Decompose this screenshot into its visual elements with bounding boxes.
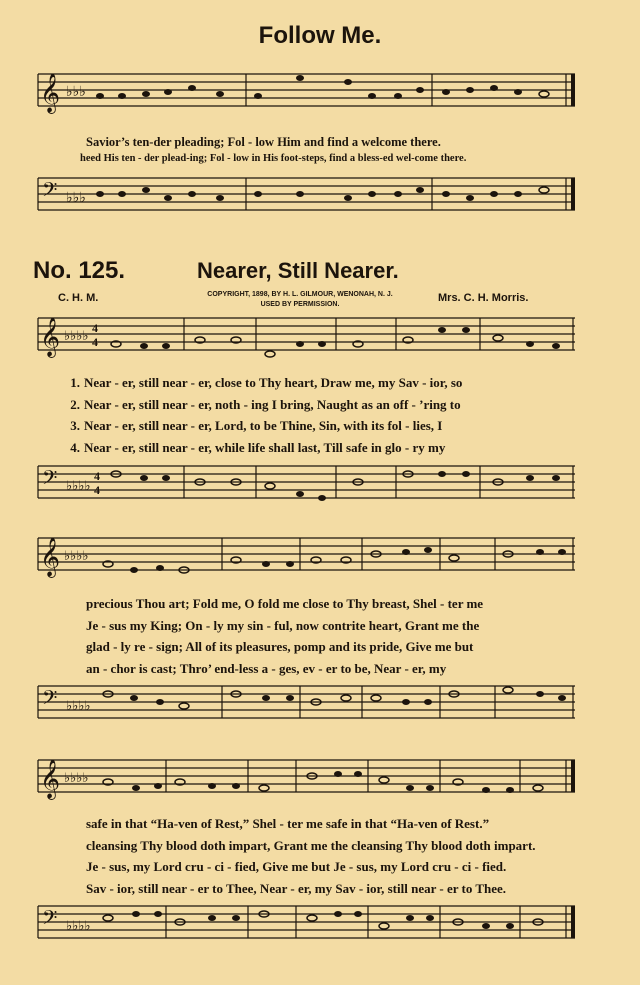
system-2-treble-staff (0, 530, 640, 590)
svg-text:♭♭♭♭: ♭♭♭♭ (66, 698, 91, 713)
svg-text:♭♭♭♭: ♭♭♭♭ (64, 548, 89, 563)
verse-number: 1. (70, 375, 80, 390)
svg-text:4: 4 (94, 469, 100, 483)
svg-text:♭♭♭♭: ♭♭♭♭ (64, 328, 89, 343)
follow-me-lyric-line-2: heed His ten - der plead-ing; Fol - low in His foot-steps, find a bless-ed wel-come there. (80, 153, 467, 164)
svg-text:𝄞: 𝄞 (40, 761, 61, 798)
verse-4-line (40, 437, 620, 459)
system-2-verse-3: glad - ly re - sign; All of its pleasures, pomp and its pride, Give me but (86, 639, 474, 654)
verse-3-line (40, 415, 620, 437)
system-2-verse-4: an - chor is cast; Thro’ end-less a - ges, ev - er to be, Near - er, my (86, 660, 447, 676)
system-3-verse-4: Sav - ior, still near - er to Thee, Near - er, my Sav - ior, still near - er to Thee. (86, 880, 507, 896)
system-2-bass-staff (0, 678, 640, 748)
svg-text:𝄞: 𝄞 (40, 319, 61, 356)
verse-number: 4. (70, 439, 80, 455)
system-3-verse-2: cleansing Thy blood doth impart, Grant me the cleansing Thy blood doth impart. (86, 837, 536, 853)
verse-2-line (40, 394, 620, 416)
composer-credit: C. H. M. (58, 292, 99, 304)
svg-text:♭♭♭: ♭♭♭ (66, 85, 86, 100)
svg-text:4: 4 (92, 321, 98, 335)
svg-text:𝄞: 𝄞 (40, 73, 61, 113)
verse-1-line (40, 372, 620, 394)
svg-text:𝄢: 𝄢 (42, 908, 58, 934)
svg-text:♭♭♭♭: ♭♭♭♭ (66, 478, 91, 493)
system-2-verse-2: Je - sus my King; On - ly my sin - ful, now contrite heart, Grant me the (86, 617, 480, 633)
system-3-verses (86, 813, 640, 899)
system-2-verses (86, 593, 640, 679)
verse-text: Near - er, still near - er, Lord, to be Thine, Sin, with its fol - lies, I (84, 418, 443, 433)
verse-number: 3. (70, 418, 80, 433)
follow-me-treble-staff (0, 66, 640, 136)
system-3-treble-staff (0, 752, 640, 812)
system-3-verse-1: safe in that “Ha-ven of Rest,” Shel - ter me safe in that “Ha-ven of Rest.” (86, 816, 490, 831)
copyright-notice (180, 290, 420, 310)
svg-text:𝄞: 𝄞 (40, 539, 61, 576)
svg-text:𝄢: 𝄢 (42, 688, 58, 714)
hymn-title: Nearer, Still Nearer. (197, 258, 399, 283)
hymn-number: No. 125. (33, 257, 126, 284)
svg-text:4: 4 (92, 335, 98, 349)
verse-text: Near - er, still near - er, noth - ing I bring, Naught as an off - ’ring to (84, 396, 461, 412)
system-1-bass-staff (0, 458, 640, 518)
copyright-line-2: USED BY PERMISSION. (260, 301, 340, 308)
verse-text: Near - er, still near - er, while life shall last, Till safe in glo - ry my (84, 439, 446, 455)
svg-text:𝄢: 𝄢 (42, 180, 58, 206)
system-3-bass-staff (0, 898, 640, 958)
system-3-verse-3: Je - sus, my Lord cru - ci - fied, Give me but Je - sus, my Lord cru - ci - fied. (86, 859, 507, 874)
svg-text:♭♭♭♭: ♭♭♭♭ (64, 770, 89, 785)
system-1-treble-staff (0, 310, 640, 370)
follow-me-title: Follow Me. (258, 22, 382, 49)
system-1-verses (40, 372, 620, 458)
svg-text:♭♭♭: ♭♭♭ (66, 191, 86, 206)
follow-me-lyric-line-1: Savior’s ten-der pleading; Fol - low Him and find a welcome there. (86, 135, 441, 149)
copyright-line-1: COPYRIGHT, 1898, BY H. L. GILMOUR, WENONAH, N. J. (207, 291, 393, 298)
system-2-verse-1: precious Thou art; Fold me, O fold me close to Thy breast, Shel - ter me (86, 596, 484, 611)
follow-me-bass-staff (0, 170, 640, 230)
svg-text:♭♭♭♭: ♭♭♭♭ (66, 918, 91, 933)
svg-text:4: 4 (94, 483, 100, 497)
verse-text: Near - er, still near - er, close to Thy heart, Draw me, my Sav - ior, so (84, 375, 463, 390)
svg-text:𝄢: 𝄢 (42, 468, 58, 494)
lyricist-credit: Mrs. C. H. Morris. (438, 292, 529, 304)
verse-number: 2. (70, 396, 80, 412)
